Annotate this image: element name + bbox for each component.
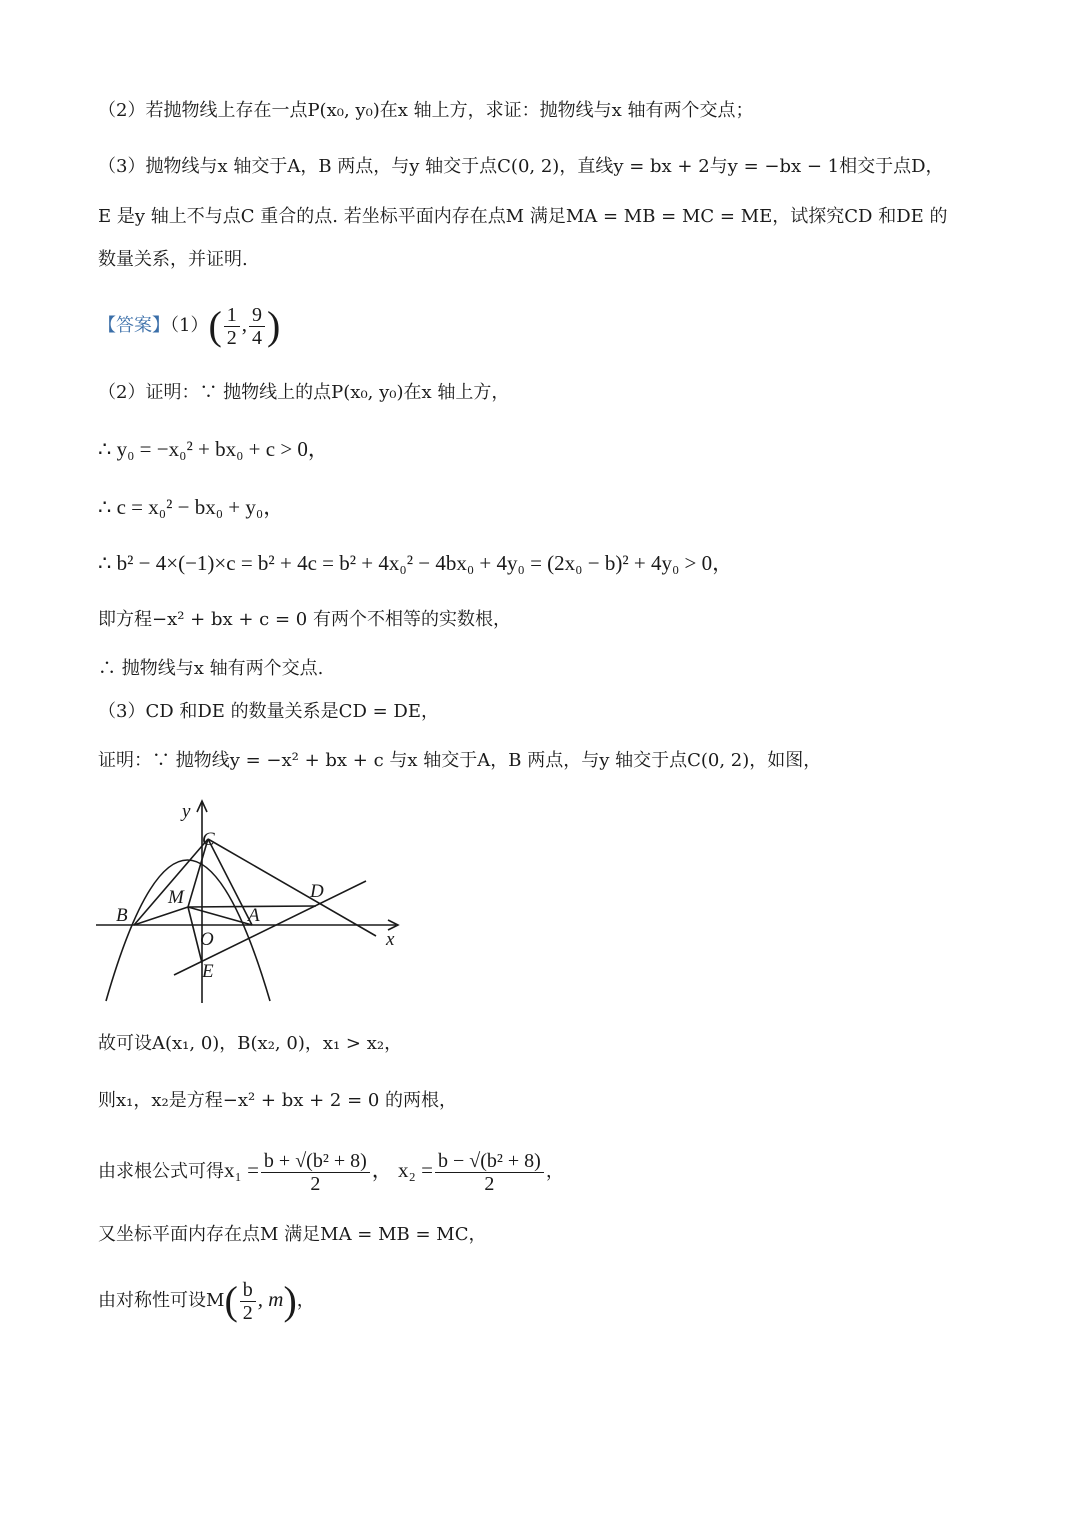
parabola-curve <box>106 860 270 1001</box>
proof-3-line-1: （3）CD 和DE 的数量关系是CD = DE， <box>98 701 439 722</box>
label-A: A <box>248 905 260 926</box>
proof-3-line-6: 又坐标平面内存在点M 满足MA = MB = MC， <box>98 1224 487 1245</box>
answer-tag: 【答案】 <box>98 315 170 336</box>
proof-3-line-5: 由求根公式可得x₁ = $\frac{\text{b + √(b² + 8)}}{2}$ ， x₂ = $\frac{\text{b − √(b² + 8)}}{2}$ ， <box>98 1149 564 1195</box>
proof-2-line-5: 即方程−x² + bx + c = 0 有两个不相等的实数根， <box>98 609 511 630</box>
question-2: （2）若抛物线上存在一点P(x₀, y₀)在x 轴上方，求证：抛物线与x 轴有两个交点； <box>98 100 754 121</box>
proof-3-line-3: 故可设A(x₁, 0)，B(x₂, 0)，x₁ > x₂， <box>98 1033 403 1054</box>
proof-3-line-2: 证明：∵ 抛物线y = −x² + bx + c 与x 轴交于A，B 两点，与y 轴交于点C(0, 2)，如图， <box>98 750 822 771</box>
root-formula-1: $\frac{\text{b + √(b² + 8)}}{2}$ <box>261 1150 370 1195</box>
label-B: B <box>116 905 128 926</box>
proof-2-line-2: ∴ y₀ = −x₀² + bx₀ + c > 0， <box>98 437 329 461</box>
proof-2-line-6: ∴ 抛物线与x 轴有两个交点. <box>98 658 324 679</box>
fraction-2: $\frac{9}{4}$ <box>249 304 265 349</box>
label-D: D <box>310 881 324 902</box>
answer-1-prefix: （1） <box>170 315 209 336</box>
proof-3-line-4: 则x₁，x₂是方程−x² + bx + 2 = 0 的两根， <box>98 1090 458 1111</box>
proof-2-line-4: ∴ b² − 4×(−1)×c = b² + 4c = b² + 4x₀² − 4bx₀ + 4y₀ = (2x₀ − b)² + 4y₀ > 0， <box>98 551 734 575</box>
label-y: y <box>182 801 191 822</box>
question-3-line-2: E 是y 轴上不与点C 重合的点. 若坐标平面内存在点M 满足MA = MB = MC = ME，试探究CD 和DE 的 <box>98 206 948 227</box>
geometry-figure <box>90 795 410 1010</box>
question-3-line-1: （3）抛物线与x 轴交于A，B 两点，与y 轴交于点C(0, 2)，直线y = bx + 2与y = −bx − 1相交于点D， <box>98 156 944 177</box>
proof-3-line-7: 由对称性可设M( $\frac{b}{2}$ , m)， <box>98 1278 315 1324</box>
label-C: C <box>202 829 215 850</box>
label-x: x <box>386 929 395 950</box>
fraction-b-over-2: $\frac{b}{2}$ <box>240 1279 256 1324</box>
root-formula-2: $\frac{\text{b − √(b² + 8)}}{2}$ <box>435 1150 544 1195</box>
label-M: M <box>168 887 184 908</box>
fraction-1: $\frac{1}{2}$ <box>224 304 240 349</box>
segment-MA <box>188 907 252 925</box>
answer-1: 【答案】（1）( $\frac{1}{2}$ , $\frac{9}{4}$ ) <box>98 303 281 349</box>
label-O: O <box>200 929 214 950</box>
question-3-line-3: 数量关系，并证明. <box>98 249 248 270</box>
label-E: E <box>202 961 214 982</box>
proof-2-line-3: ∴ c = x₀² − bx₀ + y₀， <box>98 495 285 519</box>
proof-2-line-1: （2）证明：∵ 抛物线上的点P(x₀, y₀)在x 轴上方， <box>98 382 510 403</box>
